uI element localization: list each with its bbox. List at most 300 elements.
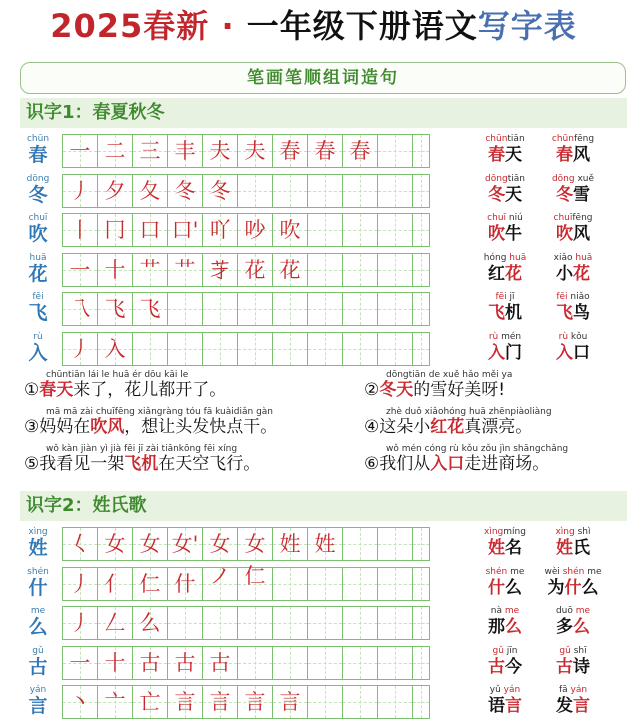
grid-cell [378,686,413,718]
title-part2: 一年级下册语文 [246,7,478,45]
grid-cell [63,686,98,718]
grid-cell [273,214,308,246]
grid-cell [63,647,98,679]
word-highlight: 花 [573,263,590,284]
word-item [470,332,540,364]
grid-cell [133,528,168,560]
grid-cell [378,293,413,325]
grid-cell [98,333,133,365]
grid-cell [378,333,413,365]
stroke-step: 言 [209,690,231,714]
char-text: 言 [28,695,48,717]
word-highlight: 冬 [488,184,505,205]
word-item [470,292,540,324]
grid-cell [308,135,343,167]
sentence-highlight: 吹风 [90,417,125,437]
stroke-grid [62,646,430,680]
word-highlight: 古 [488,656,505,677]
word-text: 什么 [488,577,522,598]
word-highlight: 飞 [556,303,573,323]
word-text: 吹风 [556,224,590,244]
word-highlight: 冬 [556,184,573,205]
grid-cell [413,333,430,365]
stroke-grid [62,332,430,366]
grid-cell [308,293,343,325]
grid-cell [133,254,168,286]
stroke-step: 一 [69,139,91,163]
grid-cell [308,333,343,365]
grid-cell [238,607,273,639]
char-pinyin: chuī [28,213,48,223]
grid-cell [273,686,308,718]
word-item [538,292,608,324]
grid-cell [273,135,308,167]
sentence-pinyin: wǒ mén cóng rù kǒu zǒu jìn shāngchǎng [386,444,569,454]
word-pinyin: dōng xuě [551,173,595,184]
grid-cell [133,333,168,365]
sentence-highlight: 红花 [430,417,465,437]
word-text: 语言 [488,696,522,716]
grid-cell [413,214,430,246]
sentence-pinyin: mā mā zài chuīfēng xiǎngràng tóu fā kuàidiǎn gàn [46,407,274,417]
stroke-step: 春 [314,139,336,163]
word-pinyin-highlight: chuī [553,213,573,223]
grid-cell [378,568,413,600]
grid-cell [413,175,430,207]
grid-cell [343,333,378,365]
word-highlight: 么 [573,617,590,637]
stroke-grid [62,606,430,640]
stroke-step: 夫 [244,139,266,163]
word-item [538,606,608,638]
stroke-step: 么 [139,611,161,635]
stroke-step: 一 [69,257,91,282]
stroke-step: 三 [139,139,161,163]
stroke-step: 𠃋 [104,611,126,635]
char-pinyin: chūn [26,134,50,144]
word-text: 飞鸟 [556,303,590,323]
word-text: 入门 [488,342,522,363]
word-pinyin: nà me [490,606,520,616]
grid-cell [343,568,378,600]
word-text: 冬雪 [556,184,590,205]
grid-cell [203,528,238,588]
grid-cell [98,293,133,325]
grid-cell [168,214,203,246]
char-label [22,253,54,285]
char-pinyin: yán [29,685,47,695]
stroke-grid [62,253,430,287]
word-highlight: 吹 [556,224,573,244]
grid-cell [343,254,378,286]
word-highlight: 入 [488,342,505,363]
grid-cell [343,135,378,167]
example-sentence [364,407,552,437]
word-pinyin: chuīfēng [553,213,593,223]
grid-cell [168,568,203,600]
word-text: 春天 [488,145,522,165]
word-pinyin-highlight: dōng [485,173,508,184]
stroke-step: 吖 [209,218,231,242]
example-sentence [24,407,277,437]
stroke-step: 入 [104,336,126,361]
grid-cell [273,293,308,325]
char-text: 古 [28,655,48,678]
word-item [538,134,608,166]
char-label [22,292,54,324]
stroke-step: 吹 [279,218,301,242]
word-pinyin-highlight: chūn [551,134,574,144]
grid-cell [98,528,133,560]
grid-cell [98,214,133,246]
sentence-text: ⑥我们从入口走进商场。 [364,454,550,474]
stroke-step: 言 [174,690,196,714]
word-highlight: 春 [556,145,573,165]
word-highlight: 什 [564,577,582,598]
stroke-step: 古 [139,650,161,675]
stroke-step: 春 [279,139,301,163]
stroke-step: 亠 [104,690,126,714]
grid-cell [308,214,343,246]
grid-cell [203,214,238,246]
grid-cell [168,686,203,718]
subtitle-banner: 笔画笔顺组词造句 [20,62,626,94]
word-text: 红花 [488,263,522,284]
char-label [22,174,54,206]
word-item [538,332,608,364]
grid-cell [238,333,273,365]
stroke-step: 十 [104,257,126,282]
grid-cell [133,647,168,679]
sentence-number: ⑤ [24,454,40,474]
word-highlight: 吹 [488,224,505,244]
grid-cell [413,293,430,325]
sentence-highlight: 入口 [430,454,465,474]
section-heading: 识字2：姓氏歌 [20,491,627,521]
grid-cell [98,135,133,167]
stroke-step: 一 [69,650,91,675]
word-highlight: 什 [488,577,505,598]
grid-cell [203,254,238,286]
grid-cell [273,568,308,600]
word-text: 吹牛 [488,224,522,244]
word-pinyin-highlight: me [504,606,520,616]
grid-cell [343,528,378,560]
word-pinyin-highlight: yán [503,685,521,695]
example-sentence [24,444,260,474]
word-pinyin-highlight: me [575,606,591,616]
grid-cell [343,607,378,639]
grid-cell [168,135,203,167]
grid-cell [343,686,378,718]
grid-cell [98,254,133,286]
sentence-highlight: 春天 [39,380,74,400]
grid-cell [133,293,168,325]
stroke-step: 冬 [209,178,231,203]
char-pinyin: rù [33,331,43,342]
stroke-step: 丿 [69,178,91,203]
char-pinyin: huā [29,252,47,263]
grid-cell [308,254,343,286]
grid-cell [203,607,238,639]
grid-cell [378,254,413,286]
word-item [470,646,540,678]
grid-cell [133,175,168,207]
word-text: 多么 [556,617,590,637]
stroke-step: 女' [171,532,199,556]
char-text: 入 [28,341,48,364]
stroke-step: 仁 [139,571,161,596]
stroke-step: 丨 [69,218,91,242]
grid-cell [273,647,308,679]
stroke-step: 女 [139,532,161,556]
grid-cell [168,293,203,325]
grid-cell [203,175,238,207]
char-label [22,527,54,559]
stroke-step: 𦬁 [209,257,231,282]
grid-cell [63,293,98,325]
example-sentence [364,370,512,400]
grid-cell [308,528,343,560]
grid-cell [238,135,273,167]
grid-cell [308,607,343,639]
sentence-number: ④ [364,417,380,437]
word-pinyin: chūnfēng [551,134,595,144]
word-pinyin: rù kǒu [558,331,588,342]
word-pair [470,606,620,640]
grid-cell [343,214,378,246]
word-item [538,646,608,678]
word-item [538,213,608,245]
stroke-step: 冂 [104,218,126,242]
word-item [538,174,608,206]
char-text: 什 [28,576,48,599]
stroke-step: 春 [349,139,371,163]
word-text: 冬天 [488,184,522,205]
word-pair [470,134,620,168]
char-label [22,646,54,678]
stroke-step: 艹 [139,257,161,282]
stroke-step: 女ノ [209,532,231,588]
grid-cell [238,686,273,718]
word-pair [470,292,620,326]
stroke-grid [62,527,430,588]
grid-cell [63,254,98,286]
stroke-step: 言 [279,690,301,714]
word-pair [470,646,620,680]
stroke-step: 飞 [104,297,126,321]
char-text: 春 [28,144,48,166]
stroke-step: 丰 [174,139,196,163]
word-pinyin-highlight: gǔ [492,645,504,656]
grid-cell [378,135,413,167]
grid-cell [378,647,413,679]
grid-cell [238,254,273,286]
stroke-step: 女 [104,532,126,556]
sentence-pinyin: wǒ kàn jiàn yì jià fēi jī zài tiānkōng fēi xíng [46,444,238,454]
word-pinyin-highlight: yán [570,685,588,695]
word-pinyin: fēi jī [495,292,515,302]
word-highlight: 春 [488,145,505,165]
word-item [470,174,540,206]
stroke-grid [62,134,430,168]
grid-cell [413,528,430,560]
grid-cell [273,607,308,639]
word-text: 入口 [556,342,590,363]
grid-cell [378,607,413,639]
grid-cell [133,607,168,639]
title-part3: 写字表 [477,7,577,45]
stroke-grid [62,292,430,326]
stroke-step: 夕 [104,178,126,203]
word-item [470,134,540,166]
sentence-text: ④这朵小红花真漂亮。 [364,417,533,437]
stroke-step: 𡿨 [69,532,91,556]
word-text: 古诗 [556,656,590,677]
word-pinyin: duō me [555,606,591,616]
word-text: 小花 [556,263,590,284]
word-pinyin-highlight: shén [485,566,508,577]
word-text: 姓氏 [556,538,590,558]
grid-cell [63,135,98,167]
word-pair [470,567,620,601]
grid-cell [238,647,273,679]
sentence-highlight: 冬天 [379,380,414,400]
word-pair [470,174,620,208]
grid-cell [343,175,378,207]
grid-cell [63,214,98,246]
stroke-grid [62,685,430,719]
word-pinyin-highlight: chūn [485,134,508,144]
word-item [470,685,540,717]
word-pinyin-highlight: gǔ [559,645,571,656]
stroke-step: 飞 [139,297,161,321]
example-sentence [24,370,226,400]
grid-cell [343,293,378,325]
word-highlight: 古 [556,656,573,677]
grid-cell [308,686,343,718]
char-text: 吹 [28,223,48,245]
grid-cell [133,135,168,167]
word-pinyin-highlight: huā [575,252,593,263]
stroke-step: 女仁 [244,532,266,588]
grid-cell [168,647,203,679]
word-pinyin: chūntiān [485,134,525,144]
char-pinyin: dōng [26,173,50,184]
stroke-step: 乁 [69,297,91,321]
word-text: 姓名 [488,538,522,558]
char-label [22,332,54,364]
grid-cell [203,647,238,679]
word-pinyin: gǔ jīn [492,645,518,656]
grid-cell [343,647,378,679]
stroke-step: 十 [104,650,126,675]
grid-cell [378,214,413,246]
stroke-step: 亡 [139,690,161,714]
stroke-step: 丿 [69,611,91,635]
stroke-step: 口' [171,218,199,242]
grid-cell [413,135,430,167]
stroke-grid [62,213,430,247]
grid-cell [168,528,203,560]
word-pinyin-highlight: fēi [556,292,568,302]
word-pinyin: wèi shén me [544,566,602,577]
char-pinyin: fēi [32,292,44,302]
word-pinyin: hóng huā [483,252,527,263]
grid-cell [63,607,98,639]
stroke-step: 二 [104,139,126,163]
grid-cell [203,333,238,365]
char-text: 花 [28,262,48,285]
stroke-step: 吵 [244,218,266,242]
word-pinyin: chuī niú [487,213,523,223]
char-pinyin: me [30,606,46,616]
grid-cell [413,647,430,679]
grid-cell [168,333,203,365]
stroke-step: 花 [244,257,266,282]
grid-cell [413,607,430,639]
stroke-grid [62,174,430,208]
grid-cell [63,528,98,560]
char-text: 冬 [28,183,48,206]
stroke-step: 古 [174,650,196,675]
word-text: 飞机 [488,303,522,323]
stroke-step: 艹 [174,257,196,282]
grid-cell [203,135,238,167]
sentence-text: ③妈妈在吹风，想让头发快点干。 [24,417,278,437]
word-item [470,606,540,638]
grid-cell [238,214,273,246]
word-highlight: 姓 [488,538,505,558]
grid-cell [168,175,203,207]
char-pinyin: shén [27,566,49,577]
grid-cell [98,568,133,600]
section-heading: 识字1：春夏秋冬 [20,98,627,128]
word-item [470,213,540,245]
stroke-step: 夂 [139,178,161,203]
word-highlight: 入 [556,342,573,363]
char-text: 么 [28,616,48,638]
word-pinyin: shén me [485,566,525,577]
grid-cell [98,647,133,679]
grid-cell [413,568,430,600]
word-highlight: 姓 [556,538,573,558]
stroke-step: 姓 [279,532,301,556]
word-pinyin: yǔ yán [489,685,521,695]
word-pinyin: rù mén [488,331,522,342]
grid-cell [413,254,430,286]
title-part1: 2025春新 [50,7,210,45]
sentence-text: ①春天来了，花儿都开了。 [24,380,227,400]
word-pinyin: xiǎo huā [553,252,593,263]
example-sentence [364,444,568,474]
word-pair [470,253,620,287]
word-item [470,567,540,599]
grid-cell [168,607,203,639]
word-pinyin-highlight: rù [558,331,569,342]
page-title [0,6,627,46]
word-pinyin-highlight: fēi [495,292,507,302]
grid-cell [133,214,168,246]
word-pinyin: fā yán [558,685,588,695]
word-pinyin-highlight: chuī [487,213,507,223]
grid-cell [133,686,168,718]
sentence-pinyin: chūntiān lái le huā ér dōu kāi le [46,370,189,380]
word-pinyin: dōngtiān [485,173,525,184]
title-dot: · [221,7,235,45]
grid-cell [378,528,413,560]
grid-cell [308,568,343,600]
